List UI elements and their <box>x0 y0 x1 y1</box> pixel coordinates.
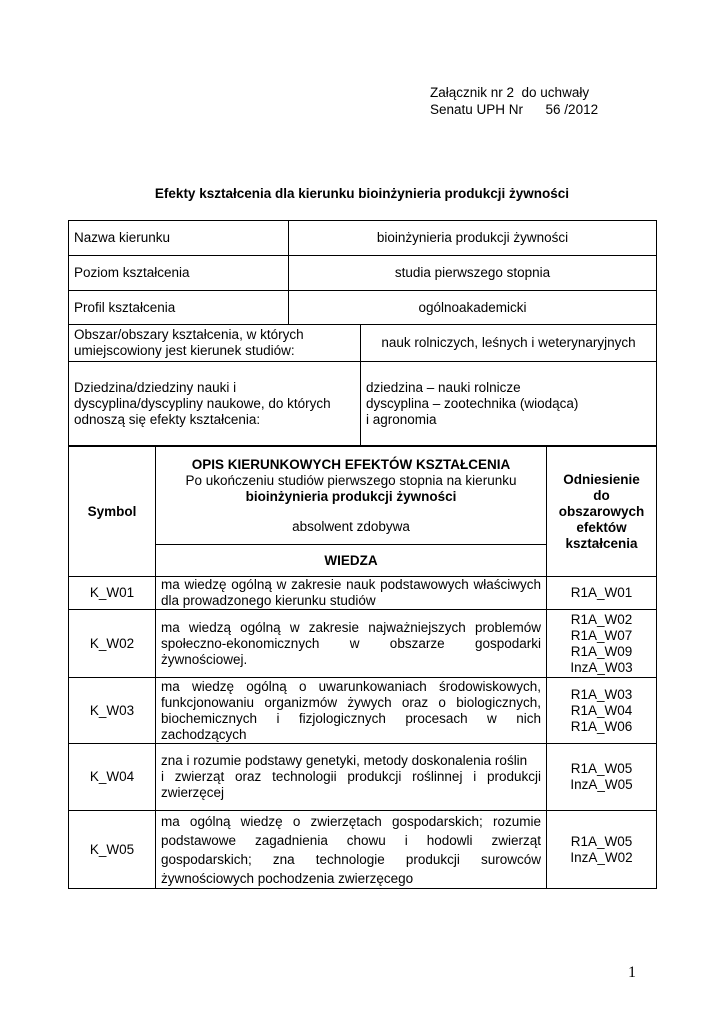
outcome-symbol: K_W02 <box>69 610 156 678</box>
outcome-symbol: K_W03 <box>69 678 156 744</box>
info-label: Dziedzina/dziedziny nauki i dyscyplina/dyscypliny naukowe, do których odnoszą się efekty kształcenia: <box>69 362 361 446</box>
table-row <box>69 744 657 811</box>
info-row <box>69 221 657 256</box>
symbol-header: Symbol <box>69 447 156 577</box>
reference-code: R1A_W01 <box>570 585 633 600</box>
description-header-program: bioinżynieria produkcji żywności <box>245 488 457 504</box>
outcome-description-line: i zwierząt oraz technologii produkcji roślinnej i produkcji zwierzęcej <box>161 769 541 800</box>
outcome-references <box>547 678 657 744</box>
outcome-description: ma ogólną wiedzę o zwierzętach gospodarskich; rozumie podstawowe zagadnienia chowu i hodowli zwierząt gospodarskich; zna technologie produkcji surowców żywnościowych pochodzenia zwierzęcego <box>156 811 547 889</box>
description-header-line: Po ukończeniu studiów pierwszego stopnia na kierunku <box>185 472 517 488</box>
reference-code: R1A_W03 <box>570 686 633 702</box>
program-info-table <box>68 220 657 325</box>
info-value: bioinżynieria produkcji żywności <box>289 221 657 256</box>
reference-header-line: obszarowych <box>558 503 645 519</box>
annex-line-1: Załącznik nr 2 do uchwały <box>430 85 590 100</box>
description-header-title: OPIS KIERUNKOWYCH EFEKTÓW KSZTAŁCENIA <box>191 456 511 472</box>
outcome-description-line: zna i rozumie podstawy genetyki, metody doskonalenia roślin <box>161 753 528 768</box>
reference-code: R1A_W02 <box>570 611 633 627</box>
table-row <box>69 577 657 610</box>
reference-code: R1A_W07 <box>570 627 633 643</box>
info-label: Poziom kształcenia <box>69 256 289 291</box>
outcome-symbol: K_W01 <box>69 577 156 610</box>
reference-code: R1A_W06 <box>570 718 633 734</box>
discipline-line: dyscyplina – zootechnika (wiodąca) <box>366 395 579 411</box>
outcome-references <box>547 610 657 678</box>
reference-header-line: efektów <box>576 519 627 535</box>
table-row <box>69 811 657 889</box>
description-header <box>156 447 547 545</box>
outcome-references <box>547 577 657 610</box>
reference-code: InzA_W03 <box>570 659 633 675</box>
outcome-symbol: K_W05 <box>69 811 156 889</box>
outcome-symbol: K_W04 <box>69 744 156 811</box>
discipline-line: dziedzina – nauki rolnicze <box>366 379 521 395</box>
reference-code: R1A_W05 <box>570 761 633 776</box>
reference-code: R1A_W04 <box>570 702 633 718</box>
effects-header-row <box>69 447 657 545</box>
info-value: ogólnoakademicki <box>289 291 657 325</box>
program-area-table <box>68 324 657 446</box>
info-label: Nazwa kierunku <box>69 221 289 256</box>
reference-code: R1A_W05 <box>570 833 633 849</box>
table-row <box>69 610 657 678</box>
info-value: studia pierwszego stopnia <box>289 256 657 291</box>
reference-header-line: do <box>593 487 610 503</box>
reference-code: InzA_W05 <box>570 777 633 792</box>
annex-note <box>430 84 598 118</box>
page-number: 1 <box>628 964 636 981</box>
info-row <box>69 362 657 446</box>
discipline-line: i agronomia <box>366 411 437 427</box>
info-label: Obszar/obszary kształcenia, w których umiejscowiony jest kierunek studiów: <box>69 325 361 362</box>
outcome-description: ma wiedzą ogólną w zakresie najważniejszych problemów społeczno-ekonomicznych w obszarze gospodarki żywnościowej. <box>156 610 547 678</box>
outcome-description: ma wiedzę ogólną w zakresie nauk podstawowych właściwych dla prowadzonego kierunku studiów <box>156 577 547 610</box>
description-header-line: absolwent zdobywa <box>292 518 410 534</box>
info-row <box>69 291 657 325</box>
reference-code: R1A_W09 <box>570 643 633 659</box>
annex-line-2: Senatu UPH Nr 56 /2012 <box>430 102 599 117</box>
reference-header <box>547 447 657 577</box>
info-value <box>361 362 657 446</box>
info-label: Profil kształcenia <box>69 291 289 325</box>
outcome-description: ma wiedzę ogólną o uwarunkowaniach środowiskowych, funkcjonowaniu organizmów żywych oraz o biologicznych, biochemicznych i fizjologicznych procesach w nich zachodzących <box>156 678 547 744</box>
reference-header-line: Odniesienie <box>563 471 640 487</box>
outcome-references <box>547 811 657 889</box>
info-row <box>69 325 657 362</box>
info-row <box>69 256 657 291</box>
reference-code: InzA_W02 <box>570 849 633 865</box>
reference-header-line: kształcenia <box>565 535 638 551</box>
section-title: WIEDZA <box>156 545 547 577</box>
outcome-description <box>156 744 547 811</box>
table-row <box>69 678 657 744</box>
info-value: nauk rolniczych, leśnych i weterynaryjnych <box>361 325 657 362</box>
learning-outcomes-table <box>68 446 657 889</box>
document-title: Efekty kształcenia dla kierunku bioinżynieria produkcji żywności <box>154 186 570 201</box>
outcome-references <box>547 744 657 811</box>
